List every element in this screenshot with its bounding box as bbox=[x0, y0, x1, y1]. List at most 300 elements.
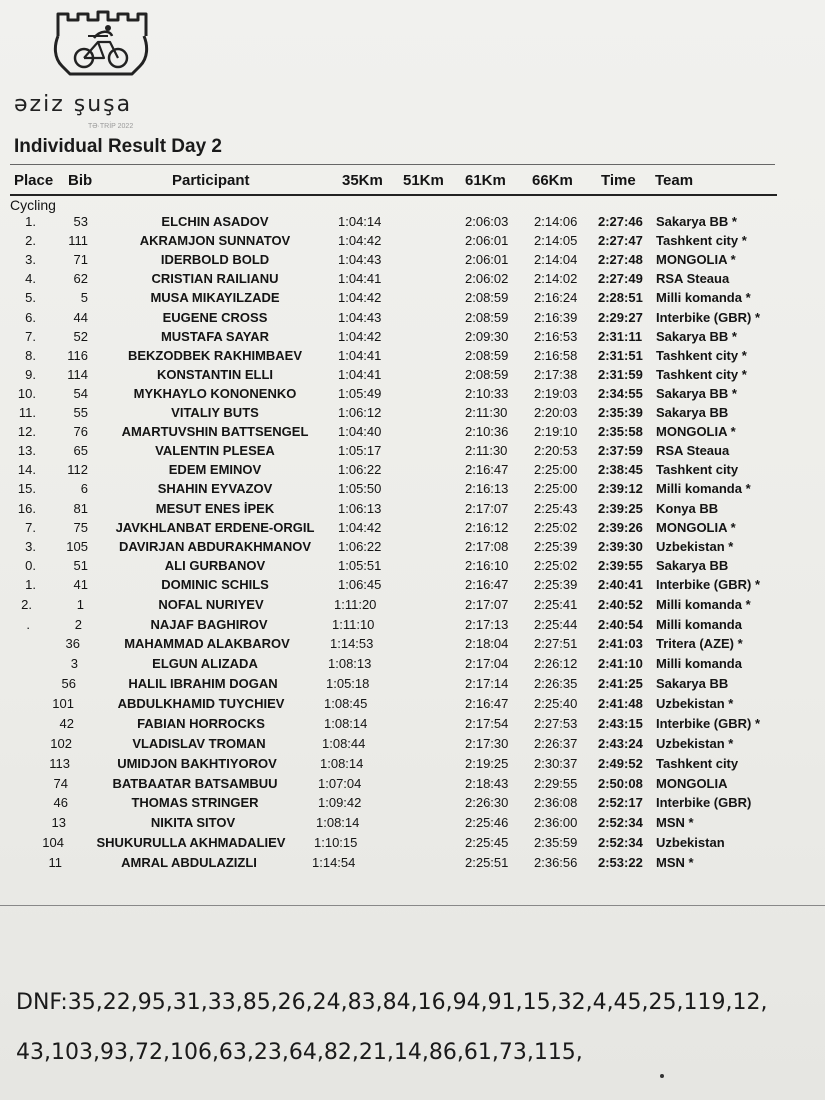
table-row bbox=[0, 736, 825, 756]
cell-bib: 116 bbox=[67, 347, 88, 363]
cell-bib: 104 bbox=[42, 835, 64, 851]
table-row bbox=[0, 617, 825, 637]
table-row bbox=[0, 214, 825, 234]
cell-time: 2:35:39 bbox=[598, 405, 643, 420]
cell-name: MUSTAFA SAYAR bbox=[160, 328, 270, 344]
cell-t35: 1:06:22 bbox=[338, 462, 382, 478]
cell-t66: 2:35:59 bbox=[534, 835, 578, 851]
cell-bib: 53 bbox=[73, 214, 88, 229]
cell-place: 2. bbox=[25, 233, 36, 249]
cell-t66: 2:25:39 bbox=[534, 538, 578, 554]
cell-name: DOMINIC SCHILS bbox=[161, 576, 269, 592]
cell-t61: 2:17:30 bbox=[465, 735, 509, 751]
cell-time: 2:39:25 bbox=[598, 500, 643, 516]
cell-t61: 2:25:46 bbox=[465, 815, 509, 831]
cell-t61: 2:08:59 bbox=[465, 347, 509, 363]
cell-place: 13. bbox=[17, 443, 36, 459]
cell-t66: 2:25:00 bbox=[534, 481, 578, 497]
cell-bib: 52 bbox=[73, 328, 88, 344]
cell-time: 2:43:24 bbox=[598, 735, 643, 751]
cell-name: ALI GURBANOV bbox=[164, 557, 266, 573]
cell-t35: 1:11:10 bbox=[332, 617, 375, 633]
table-row bbox=[0, 424, 825, 444]
cell-bib: 74 bbox=[53, 775, 68, 791]
cell-time: 2:49:52 bbox=[598, 755, 643, 771]
cell-t61: 2:17:08 bbox=[465, 538, 509, 554]
cell-team: Milli komanda bbox=[656, 656, 742, 672]
cell-name: ABDULKHAMID TUYCHIEV bbox=[117, 695, 285, 711]
table-row bbox=[0, 501, 825, 521]
header-rule-top bbox=[10, 164, 775, 165]
cell-team: Milli komanda * bbox=[656, 597, 751, 612]
cell-t61: 2:17:14 bbox=[465, 676, 509, 692]
cell-t35: 1:04:41 bbox=[338, 347, 382, 363]
cell-place: 12. bbox=[17, 424, 36, 440]
cell-bib: 101 bbox=[52, 695, 74, 711]
cell-team: Interbike (GBR) * bbox=[656, 576, 761, 592]
cell-t66: 2:25:02 bbox=[534, 519, 578, 535]
cell-team: Uzbekistan * bbox=[656, 735, 734, 751]
cell-place: 6. bbox=[25, 309, 36, 325]
brand-name: əziz şuşa bbox=[14, 92, 133, 117]
cell-name: ELCHIN ASADOV bbox=[161, 214, 269, 229]
table-row bbox=[0, 835, 825, 855]
col-participant: Participant bbox=[172, 172, 250, 189]
cell-name: HALIL IBRAHIM DOGAN bbox=[128, 676, 278, 692]
table-row bbox=[0, 756, 825, 776]
cell-t35: 1:04:42 bbox=[338, 290, 382, 306]
table-row bbox=[0, 656, 825, 676]
cell-bib: 42 bbox=[59, 715, 74, 731]
cell-t35: 1:06:12 bbox=[338, 405, 382, 420]
table-row bbox=[0, 776, 825, 796]
cell-bib: 71 bbox=[73, 252, 88, 268]
cell-place: 1. bbox=[25, 576, 36, 592]
cell-t66: 2:26:37 bbox=[534, 735, 578, 751]
cell-t35: 1:04:42 bbox=[338, 233, 382, 249]
cell-t35: 1:05:18 bbox=[326, 676, 370, 692]
dnf-line-1: DNF:35,22,95,31,33,85,26,24,83,84,16,94,91,15,32,4,45,25,119,12, bbox=[16, 990, 768, 1015]
table-row bbox=[0, 558, 825, 578]
cell-time: 2:43:15 bbox=[598, 715, 643, 731]
cell-bib: 51 bbox=[73, 557, 88, 573]
header-rule-bottom bbox=[10, 194, 777, 196]
cell-t66: 2:27:51 bbox=[534, 636, 578, 652]
cell-team: Sakarya BB bbox=[656, 405, 729, 420]
table-row bbox=[0, 290, 825, 310]
cell-team: Interbike (GBR) * bbox=[656, 309, 761, 325]
cell-t35: 1:04:42 bbox=[338, 519, 382, 535]
col-61km: 61Km bbox=[465, 172, 506, 189]
cell-name: BEKZODBEK RAKHIMBAEV bbox=[127, 347, 303, 363]
cell-t61: 2:11:30 bbox=[465, 443, 508, 459]
cell-time: 2:41:03 bbox=[598, 636, 643, 652]
cell-team: RSA Steaua bbox=[656, 271, 730, 287]
cell-t66: 2:20:53 bbox=[534, 443, 578, 459]
cell-t66: 2:29:55 bbox=[534, 775, 578, 791]
cell-team: Sakarya BB * bbox=[656, 385, 737, 401]
cell-team: Tashkent city bbox=[656, 462, 739, 478]
cell-name: AMRAL ABDULAZIZLI bbox=[121, 855, 257, 871]
table-row bbox=[0, 233, 825, 253]
cell-t35: 1:08:14 bbox=[320, 755, 364, 771]
cell-name: NIKITA SITOV bbox=[150, 815, 236, 831]
cell-t66: 2:36:00 bbox=[534, 815, 578, 831]
cell-t61: 2:16:47 bbox=[465, 462, 509, 478]
cell-name: KONSTANTIN ELLI bbox=[156, 366, 274, 382]
cell-t66: 2:25:44 bbox=[534, 617, 578, 633]
table-row bbox=[0, 716, 825, 736]
cell-place: . bbox=[26, 617, 30, 633]
cell-t66: 2:25:41 bbox=[534, 597, 578, 612]
cell-time: 2:35:58 bbox=[598, 424, 643, 440]
cell-t35: 1:07:04 bbox=[318, 775, 362, 791]
col-35km: 35Km bbox=[342, 172, 383, 189]
cell-t61: 2:18:43 bbox=[465, 775, 509, 791]
cell-place: 11. bbox=[18, 405, 36, 420]
cell-name: IDERBOLD BOLD bbox=[160, 252, 270, 268]
cell-bib: 65 bbox=[73, 443, 88, 459]
cell-team: MSN * bbox=[656, 815, 694, 831]
cell-t66: 2:14:06 bbox=[534, 214, 578, 229]
cell-time: 2:52:34 bbox=[598, 835, 643, 851]
cell-place: 14. bbox=[17, 462, 36, 478]
cell-name: MUSA MIKAYILZADE bbox=[150, 290, 280, 306]
cell-t35: 1:08:45 bbox=[324, 695, 368, 711]
cell-bib: 54 bbox=[73, 385, 88, 401]
cell-bib: 76 bbox=[73, 424, 88, 440]
cell-t35: 1:08:14 bbox=[316, 815, 360, 831]
cell-name: AMARTUVSHIN BATTSENGEL bbox=[121, 424, 309, 440]
cell-place: 9. bbox=[25, 366, 36, 382]
cell-t66: 2:26:12 bbox=[534, 656, 578, 672]
cell-t66: 2:25:39 bbox=[534, 576, 578, 592]
cell-t35: 1:04:43 bbox=[338, 309, 382, 325]
page-title: Individual Result Day 2 bbox=[14, 136, 222, 157]
cell-t66: 2:36:56 bbox=[534, 855, 578, 871]
cell-name: SHAHIN EYVAZOV bbox=[157, 481, 273, 497]
table-row bbox=[0, 348, 825, 368]
col-51km: 51Km bbox=[403, 172, 444, 189]
table-row bbox=[0, 696, 825, 716]
cell-team: Sakarya BB * bbox=[656, 328, 737, 344]
cell-team: MSN * bbox=[656, 855, 694, 871]
cell-name: VALENTIN PLESEA bbox=[155, 443, 275, 459]
cell-name: EDEM EMINOV bbox=[168, 462, 262, 478]
cell-place: 0. bbox=[25, 557, 36, 573]
table-end-rule bbox=[0, 905, 825, 906]
cell-bib: 56 bbox=[61, 676, 76, 692]
cell-t66: 2:25:40 bbox=[534, 695, 578, 711]
cell-t35: 1:04:43 bbox=[338, 252, 382, 268]
cell-time: 2:39:30 bbox=[598, 538, 643, 554]
cell-time: 2:52:34 bbox=[598, 815, 643, 831]
cell-t35: 1:06:13 bbox=[338, 500, 382, 516]
table-row bbox=[0, 539, 825, 559]
cell-t66: 2:19:03 bbox=[534, 385, 578, 401]
cell-bib: 75 bbox=[73, 519, 88, 535]
brand-subtitle: TƏ·TRİP 2022 bbox=[88, 123, 134, 130]
col-time: Time bbox=[601, 172, 636, 189]
cell-name: NOFAL NURIYEV bbox=[158, 597, 264, 612]
cell-team: Uzbekistan * bbox=[656, 538, 734, 554]
cell-time: 2:34:55 bbox=[598, 385, 643, 401]
cell-team: Tashkent city * bbox=[656, 366, 747, 382]
cell-bib: 102 bbox=[50, 735, 72, 751]
cell-t35: 1:05:50 bbox=[338, 481, 382, 497]
cell-t61: 2:16:13 bbox=[465, 481, 509, 497]
cell-bib: 44 bbox=[73, 309, 88, 325]
cell-t35: 1:04:40 bbox=[338, 424, 382, 440]
cell-t35: 1:10:15 bbox=[314, 835, 358, 851]
cell-time: 2:40:52 bbox=[598, 597, 643, 612]
table-row bbox=[0, 462, 825, 482]
table-row bbox=[0, 310, 825, 330]
cell-place: 2. bbox=[21, 597, 32, 612]
table-row bbox=[0, 855, 825, 875]
table-row bbox=[0, 252, 825, 272]
cell-time: 2:53:22 bbox=[598, 855, 643, 871]
cell-t61: 2:08:59 bbox=[465, 309, 509, 325]
cell-team: Sakarya BB * bbox=[656, 214, 737, 229]
cell-t66: 2:30:37 bbox=[534, 755, 578, 771]
cell-name: AKRAMJON SUNNATOV bbox=[139, 233, 291, 249]
cell-t61: 2:17:07 bbox=[465, 500, 509, 516]
cell-t35: 1:04:42 bbox=[338, 328, 382, 344]
cell-t61: 2:25:45 bbox=[465, 835, 509, 851]
table-row bbox=[0, 520, 825, 540]
cell-time: 2:40:54 bbox=[598, 617, 643, 633]
cell-t61: 2:10:33 bbox=[465, 385, 509, 401]
cell-t66: 2:26:35 bbox=[534, 676, 578, 692]
table-row bbox=[0, 636, 825, 656]
col-team: Team bbox=[655, 172, 694, 189]
table-row bbox=[0, 367, 825, 387]
cell-t61: 2:17:04 bbox=[465, 656, 509, 672]
cell-t35: 1:09:42 bbox=[318, 795, 362, 810]
cell-t35: 1:05:17 bbox=[338, 443, 382, 459]
cell-t61: 2:16:12 bbox=[465, 519, 509, 535]
cell-t66: 2:19:10 bbox=[534, 424, 578, 440]
cell-time: 2:38:45 bbox=[598, 462, 643, 478]
cell-time: 2:39:26 bbox=[598, 519, 643, 535]
cell-t35: 1:08:13 bbox=[328, 656, 372, 672]
castle-cyclist-logo-icon bbox=[48, 6, 152, 84]
cell-time: 2:27:46 bbox=[598, 214, 643, 229]
cell-name: MESUT ENES İPEK bbox=[155, 500, 275, 516]
cell-t66: 2:25:02 bbox=[534, 557, 578, 573]
cell-place: 3. bbox=[25, 538, 36, 554]
cell-bib: 81 bbox=[73, 500, 88, 516]
cell-time: 2:41:25 bbox=[598, 676, 643, 692]
cell-t61: 2:08:59 bbox=[465, 366, 509, 382]
cell-team: Interbike (GBR) bbox=[656, 795, 752, 810]
col-place: Place bbox=[14, 172, 54, 189]
cell-bib: 41 bbox=[73, 576, 88, 592]
cell-t35: 1:14:54 bbox=[312, 855, 356, 871]
cell-team: MONGOLIA bbox=[656, 775, 728, 791]
cell-time: 2:41:48 bbox=[598, 695, 643, 711]
cell-t35: 1:04:41 bbox=[338, 366, 382, 382]
cell-team: MONGOLIA * bbox=[656, 519, 736, 535]
cell-name: THOMAS STRINGER bbox=[131, 795, 259, 810]
cell-t61: 2:06:01 bbox=[465, 233, 509, 249]
cell-t66: 2:16:53 bbox=[534, 328, 578, 344]
cell-time: 2:31:51 bbox=[598, 347, 643, 363]
cell-team: MONGOLIA * bbox=[656, 252, 736, 268]
cell-time: 2:39:55 bbox=[598, 557, 643, 573]
cell-time: 2:28:51 bbox=[598, 290, 643, 306]
cell-t66: 2:16:39 bbox=[534, 309, 578, 325]
cell-t61: 2:26:30 bbox=[465, 795, 509, 810]
cell-bib: 105 bbox=[66, 538, 88, 554]
cell-team: Uzbekistan * bbox=[656, 695, 734, 711]
cell-name: UMIDJON BAKHTIYOROV bbox=[117, 755, 277, 771]
cell-bib: 111 bbox=[68, 233, 88, 249]
cell-bib: 3 bbox=[70, 656, 78, 672]
cell-name: MAHAMMAD ALAKBAROV bbox=[124, 636, 290, 652]
cell-t61: 2:08:59 bbox=[465, 290, 509, 306]
cell-name: NAJAF BAGHIROV bbox=[150, 617, 268, 633]
cell-name: VITALIY BUTS bbox=[171, 405, 259, 420]
cell-name: SHUKURULLA AKHMADALIEV bbox=[96, 835, 286, 851]
table-row bbox=[0, 481, 825, 501]
cell-bib: 46 bbox=[53, 795, 68, 810]
table-row bbox=[0, 386, 825, 406]
cell-team: Konya BB bbox=[656, 500, 719, 516]
cell-t66: 2:14:04 bbox=[534, 252, 578, 268]
table-row bbox=[0, 271, 825, 291]
cell-name: FABIAN HORROCKS bbox=[137, 715, 265, 731]
cell-time: 2:31:59 bbox=[598, 366, 643, 382]
cell-t35: 1:08:44 bbox=[322, 735, 366, 751]
cell-name: BATBAATAR BATSAMBUU bbox=[112, 775, 278, 791]
cell-t66: 2:17:38 bbox=[534, 366, 578, 382]
cell-time: 2:27:48 bbox=[598, 252, 643, 268]
table-row bbox=[0, 443, 825, 463]
cell-time: 2:29:27 bbox=[598, 309, 643, 325]
cell-name: DAVIRJAN ABDURAKHMANOV bbox=[118, 538, 312, 554]
cell-t61: 2:19:25 bbox=[465, 755, 509, 771]
cell-place: 15. bbox=[17, 481, 36, 497]
cell-t66: 2:16:24 bbox=[534, 290, 578, 306]
cell-t61: 2:17:13 bbox=[465, 617, 509, 633]
table-row bbox=[0, 329, 825, 349]
cell-bib: 62 bbox=[73, 271, 88, 287]
cell-bib: 13 bbox=[51, 815, 66, 831]
cell-time: 2:27:49 bbox=[598, 271, 643, 287]
cell-t61: 2:17:07 bbox=[465, 597, 509, 612]
cell-t61: 2:16:10 bbox=[465, 557, 509, 573]
cell-t61: 2:18:04 bbox=[465, 636, 509, 652]
cell-time: 2:27:47 bbox=[598, 233, 643, 249]
cell-t35: 1:05:51 bbox=[338, 557, 382, 573]
table-row bbox=[0, 405, 825, 425]
cell-team: Interbike (GBR) * bbox=[656, 715, 761, 731]
cell-bib: 11 bbox=[48, 855, 62, 871]
cell-name: JAVKHLANBAT ERDENE-ORGIL bbox=[115, 519, 315, 535]
cell-t66: 2:36:08 bbox=[534, 795, 578, 810]
cell-t61: 2:17:54 bbox=[465, 715, 509, 731]
cell-bib: 114 bbox=[67, 366, 88, 382]
cell-name: EUGENE CROSS bbox=[162, 309, 268, 325]
cell-t61: 2:25:51 bbox=[465, 855, 509, 871]
table-header bbox=[0, 172, 825, 194]
cell-t61: 2:16:47 bbox=[465, 695, 509, 711]
cell-team: Milli komanda bbox=[656, 617, 742, 633]
cell-t66: 2:14:05 bbox=[534, 233, 578, 249]
cell-place: 7. bbox=[25, 519, 36, 535]
cell-team: Milli komanda * bbox=[656, 481, 751, 497]
cell-team: MONGOLIA * bbox=[656, 424, 736, 440]
cell-t35: 1:08:14 bbox=[324, 715, 368, 731]
cell-bib: 113 bbox=[49, 755, 70, 771]
cell-t66: 2:25:00 bbox=[534, 462, 578, 478]
cell-time: 2:52:17 bbox=[598, 795, 643, 810]
cell-t35: 1:04:14 bbox=[338, 214, 382, 229]
cell-name: CRISTIAN RAILIANU bbox=[151, 271, 279, 287]
cell-t61: 2:16:47 bbox=[465, 576, 509, 592]
cell-team: Milli komanda * bbox=[656, 290, 751, 306]
cell-place: 5. bbox=[25, 290, 36, 306]
table-row bbox=[0, 676, 825, 696]
cell-bib: 1 bbox=[76, 597, 84, 612]
cell-t61: 2:10:36 bbox=[465, 424, 509, 440]
cell-t35: 1:11:20 bbox=[334, 597, 377, 612]
cell-team: Tashkent city * bbox=[656, 347, 747, 363]
cell-bib: 36 bbox=[65, 636, 80, 652]
cell-bib: 55 bbox=[73, 405, 88, 420]
table-row bbox=[0, 577, 825, 597]
cell-bib: 112 bbox=[67, 462, 88, 478]
cell-bib: 2 bbox=[74, 617, 82, 633]
cell-name: VLADISLAV TROMAN bbox=[132, 735, 266, 751]
cell-t66: 2:16:58 bbox=[534, 347, 578, 363]
cell-time: 2:50:08 bbox=[598, 775, 643, 791]
section-label: Cycling bbox=[10, 197, 56, 213]
cell-place: 1. bbox=[25, 214, 36, 229]
cell-time: 2:31:11 bbox=[598, 328, 643, 344]
cell-time: 2:37:59 bbox=[598, 443, 643, 459]
cell-t35: 1:06:22 bbox=[338, 538, 382, 554]
cell-t66: 2:14:02 bbox=[534, 271, 578, 287]
speck bbox=[660, 1074, 664, 1078]
cell-t61: 2:06:03 bbox=[465, 214, 509, 229]
dnf-line-2: 43,103,93,72,106,63,23,64,82,21,14,86,61,73,115, bbox=[16, 1040, 583, 1065]
cell-team: Tashkent city bbox=[656, 755, 739, 771]
cell-t35: 1:06:45 bbox=[338, 576, 382, 592]
col-66km: 66Km bbox=[532, 172, 573, 189]
cell-time: 2:41:10 bbox=[598, 656, 643, 672]
table-row bbox=[0, 795, 825, 815]
cell-t35: 1:14:53 bbox=[330, 636, 374, 652]
cell-bib: 6 bbox=[80, 481, 88, 497]
cell-team: Tashkent city * bbox=[656, 233, 747, 249]
cell-place: 8. bbox=[25, 347, 36, 363]
cell-t61: 2:06:01 bbox=[465, 252, 509, 268]
table-row bbox=[0, 597, 825, 617]
cell-place: 7. bbox=[25, 328, 36, 344]
cell-t61: 2:11:30 bbox=[465, 405, 508, 420]
cell-t61: 2:09:30 bbox=[465, 328, 509, 344]
col-bib: Bib bbox=[68, 172, 93, 189]
cell-team: Uzbekistan bbox=[656, 835, 725, 851]
cell-team: Tritera (AZE) * bbox=[656, 636, 743, 652]
cell-place: 16. bbox=[17, 500, 36, 516]
cell-t61: 2:06:02 bbox=[465, 271, 509, 287]
cell-t35: 1:04:41 bbox=[338, 271, 382, 287]
cell-place: 4. bbox=[25, 271, 36, 287]
